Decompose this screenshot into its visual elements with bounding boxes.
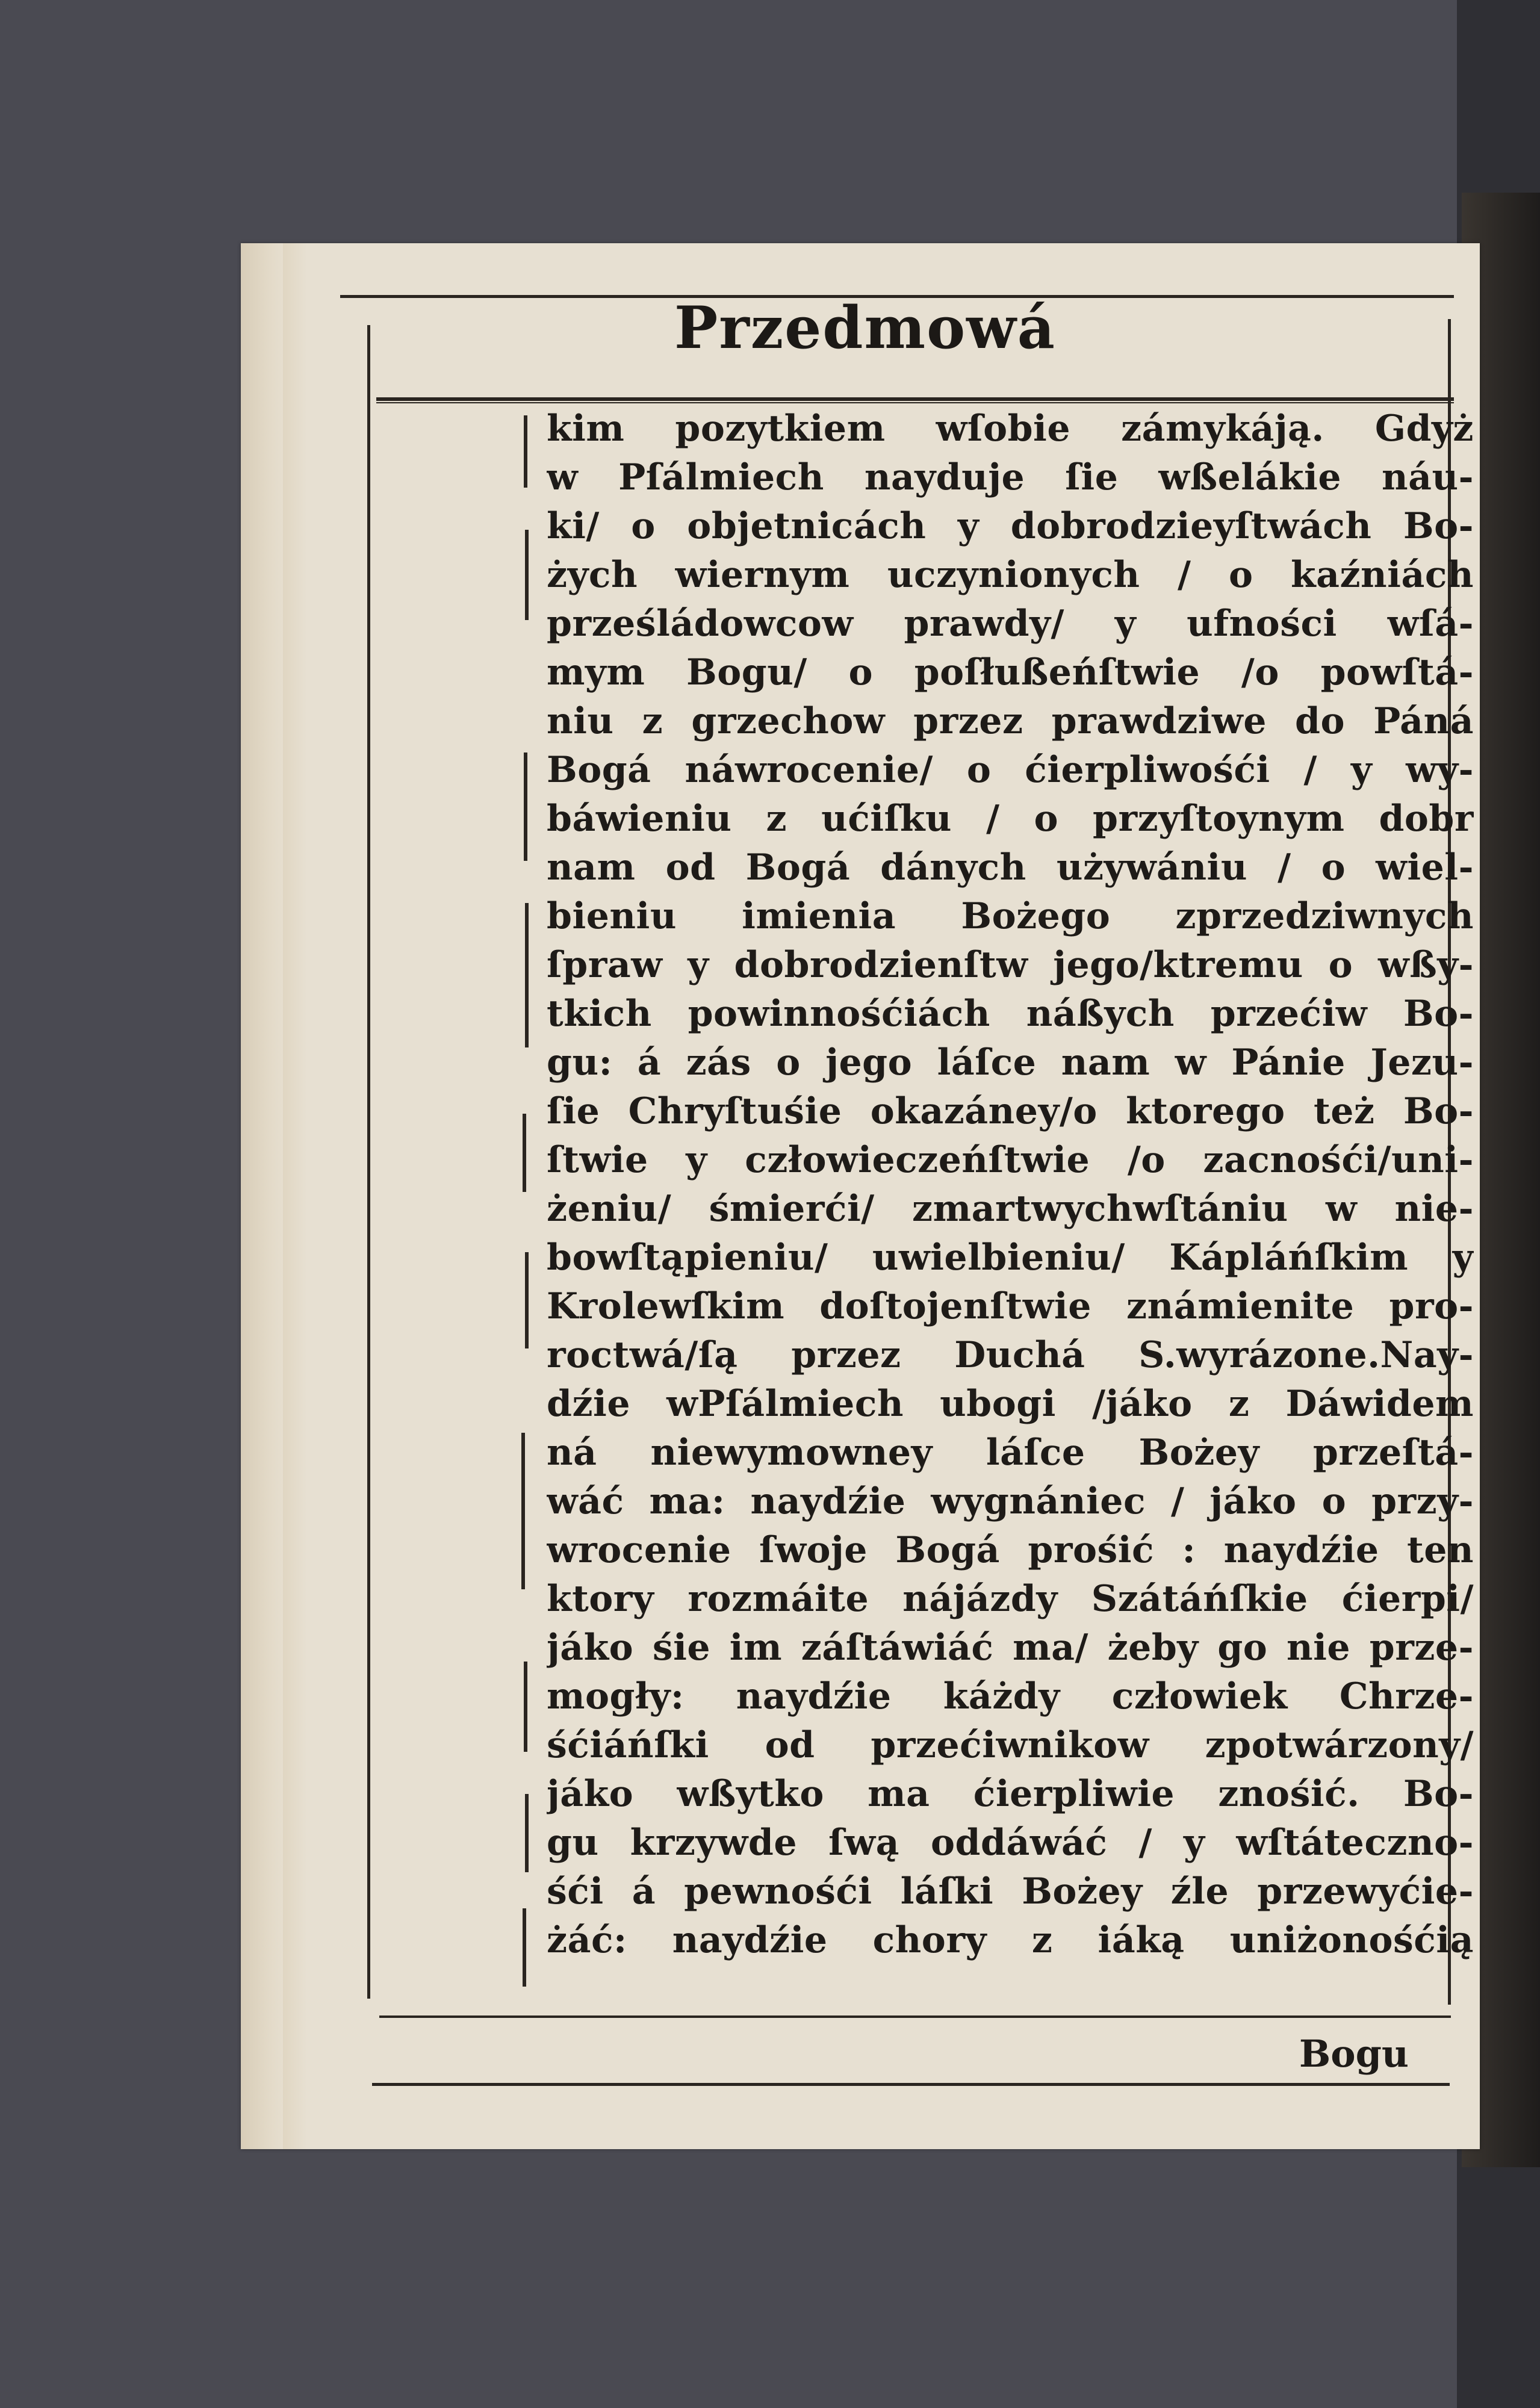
margin-bracket-mark bbox=[525, 1252, 529, 1348]
text-line: wáć ma: naydźie wygnániec / jáko o przy- bbox=[547, 1480, 1474, 1522]
text-line: śćiáńſki od przećiwnikow zpotwárzony/ bbox=[547, 1724, 1474, 1766]
frame-left-outer bbox=[367, 325, 370, 1999]
text-line: mogły: naydźie káżdy człowiek Chrze- bbox=[547, 1675, 1474, 1718]
text-line: Bogá náwrocenie/ o ćierpliwośći / y wy- bbox=[547, 749, 1474, 791]
text-line: gu krzywde ſwą oddáwáć / y wſtáteczno- bbox=[547, 1822, 1474, 1864]
text-line: Krolewſkim doſtojenſtwie známienite pro- bbox=[547, 1285, 1474, 1327]
text-line: żych wiernym uczynionych / o kaźniách bbox=[547, 554, 1474, 596]
margin-bracket-mark bbox=[524, 1662, 527, 1752]
text-line: ſpraw y dobrodzienſtw jego/ktremu o wßy- bbox=[547, 944, 1474, 986]
margin-bracket-mark bbox=[523, 1114, 526, 1192]
text-line: w Pſálmiech nayduje ſie wßelákie náu- bbox=[547, 456, 1474, 498]
text-line: wrocenie ſwoje Bogá prośić : naydźie ten bbox=[547, 1529, 1474, 1571]
text-line: dźie wPſálmiech ubogi /jáko z Dáwidem bbox=[547, 1383, 1474, 1425]
header-bottom-rule bbox=[376, 397, 1454, 401]
footer-rule-upper bbox=[379, 2015, 1451, 2018]
text-line: bieniu imienia Bożego zprzedziwnych bbox=[547, 895, 1474, 937]
text-line: roctwá/ſą przez Duchá S.wyrázone.Nay- bbox=[547, 1334, 1474, 1376]
text-line: bowſtąpieniu/ uwielbieniu/ Kápláńſkim y bbox=[547, 1237, 1474, 1279]
margin-bracket-mark bbox=[525, 1794, 529, 1872]
page-inner-margin-shade bbox=[283, 243, 307, 2149]
text-line: prześládowcow prawdy/ y ufności wſá- bbox=[547, 603, 1474, 645]
page-title: Przedmowá bbox=[674, 294, 1056, 362]
text-line: ſtwie y człowieczeńſtwie /o zacnośći/uni- bbox=[547, 1139, 1474, 1181]
text-line: nam od Bogá dánych używániu / o wiel- bbox=[547, 846, 1474, 889]
footer-rule-lower bbox=[372, 2083, 1450, 2086]
margin-bracket-mark bbox=[525, 530, 529, 620]
header-bottom-rule-thin bbox=[376, 402, 1454, 403]
text-line: jáko śie im záſtáwiáć ma/ żeby go nie prze- bbox=[547, 1627, 1474, 1669]
text-line: ná niewymowney láſce Bożey przeſtá- bbox=[547, 1432, 1474, 1474]
text-line: niu z grzechow przez prawdziwe do Páná bbox=[547, 700, 1474, 742]
text-line: ſie Chryſtuśie okazáney/o ktorego też Bo- bbox=[547, 1090, 1474, 1132]
margin-bracket-mark bbox=[521, 1433, 525, 1589]
catchword: Bogu bbox=[1299, 2032, 1409, 2076]
text-line: żeniu/ śmierći/ zmartwychwſtániu w nie- bbox=[547, 1188, 1474, 1230]
text-line: gu: á zás o jego láſce nam w Pánie Jezu- bbox=[547, 1041, 1474, 1084]
text-line: żáć: naydźie chory z iáką uniżonośćią bbox=[547, 1919, 1474, 1961]
margin-bracket-mark bbox=[525, 903, 529, 1047]
margin-bracket-mark bbox=[524, 415, 527, 488]
text-line: tkich powinnośćiách náßych przećiw Bo- bbox=[547, 993, 1474, 1035]
text-line: ktory rozmáite nájázdy Szátáńſkie ćierpi/ bbox=[547, 1578, 1474, 1620]
text-line: báwieniu z ućiſku / o przyſtoynym dobr bbox=[547, 798, 1474, 840]
text-line: mym Bogu/ o poſłußeńſtwie /o powſtá- bbox=[547, 651, 1474, 694]
margin-bracket-mark bbox=[523, 1908, 526, 1987]
margin-bracket-mark bbox=[524, 752, 527, 861]
text-line: kim pozytkiem wſobie zámykáją. Gdyż bbox=[547, 408, 1474, 450]
text-line: ki/ o objetnicách y dobrodzieyſtwách Bo- bbox=[547, 505, 1474, 547]
body-text bbox=[547, 405, 1474, 1965]
text-line: jáko wßytko ma ćierpliwie znośić. Bo- bbox=[547, 1773, 1474, 1815]
text-line: śći á pewnośći láſki Bożey źle przewyćie- bbox=[547, 1870, 1474, 1913]
